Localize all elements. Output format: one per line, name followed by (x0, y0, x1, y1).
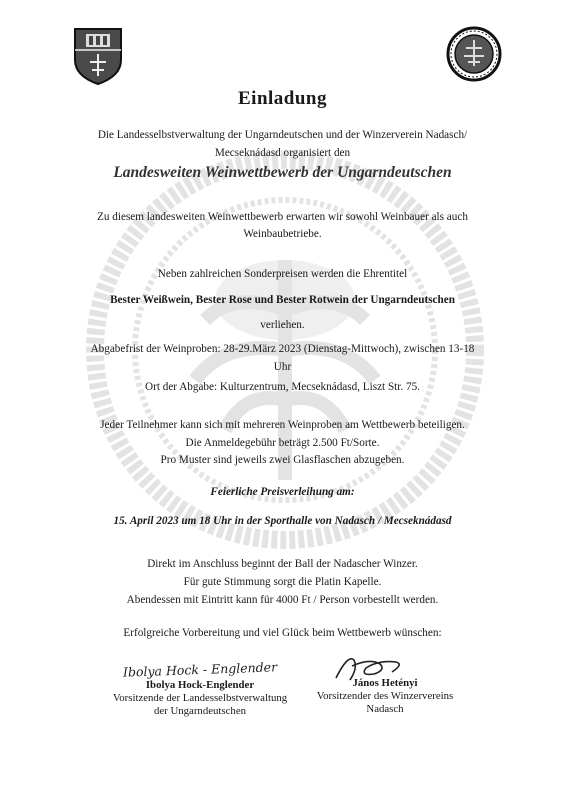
handwritten-signature-left: Ibolya Hock - Englender (122, 659, 278, 680)
titles-line: Bester Weißwein, Bester Rose und Bester Rotwein der Ungarndeutschen (110, 294, 455, 306)
signer-role-right-1: Vorsitzender des Winzervereins (316, 690, 454, 702)
dinner-line: Abendessen mit Eintritt kann für 4000 Ft / Person vorbestellt werden. (126, 594, 439, 606)
signature-block-right (300, 677, 470, 716)
ceremony-detail: 15. April 2023 um 18 Uhr in der Sporthalle von Nadasch / Mecseknádasd (113, 515, 452, 527)
bottles-line: Pro Muster sind jeweils zwei Glasflaschen abzugeben. (160, 454, 405, 466)
wishes-line: Erfolgreiche Vorbereitung und viel Glück beim Wettbewerb wünschen: (123, 627, 442, 639)
fee-line: Die Anmeldegebühr beträgt 2.500 Ft/Sorte. (185, 437, 380, 449)
shield-emblem-icon (72, 26, 124, 86)
expect-line-2: Weinbaubetriebe. (243, 228, 322, 240)
signer-name-right: János Hetényi (352, 677, 418, 689)
intro-line-2: Mecseknádasd organisiert den (214, 147, 351, 159)
signer-role-right-2: Nadasch (366, 703, 404, 715)
intro-line-1: Die Landesselbstverwaltung der Ungarndeutschen und der Winzerverein Nadasch/ (97, 129, 468, 141)
page-title: Einladung (238, 88, 327, 109)
location-line: Ort der Abgabe: Kulturzentrum, Mecseknádasd, Liszt Str. 75. (145, 381, 420, 393)
participant-line: Jeder Teilnehmer kann sich mit mehreren Weinproben am Wettbewerb beteiligen. (100, 419, 465, 431)
signer-role-left-2: der Ungarndeutschen (153, 705, 247, 717)
signature-block-left (100, 659, 300, 718)
band-line: Für gute Stimmung sorgt die Platin Kapelle. (183, 576, 382, 588)
signer-role-left-1: Vorsitzende der Landesselbstverwaltung (112, 692, 288, 704)
prizes-line: Neben zahlreichen Sonderpreisen werden die Ehrentitel (157, 268, 408, 280)
deadline-line-1: Abgabefrist der Weinproben: 28-29.März 2023 (Dienstag-Mittwoch), zwischen 13-18 (90, 343, 475, 355)
deadline-line-2: Uhr (273, 361, 292, 373)
expect-line-1: Zu diesem landesweiten Weinwettbewerb erwarten wir sowohl Weinbauer als auch (97, 211, 468, 223)
awarded-line: verliehen. (260, 319, 305, 331)
ceremony-heading: Feierliche Preisverleihung am: (210, 486, 355, 498)
signer-name-left: Ibolya Hock-Englender (145, 679, 255, 691)
round-seal-icon (446, 26, 502, 82)
ball-line: Direkt im Anschluss beginnt der Ball der Nadascher Winzer. (147, 558, 418, 570)
event-title: Landesweiten Weinwettbewerb der Ungarndeutschen (113, 164, 452, 181)
